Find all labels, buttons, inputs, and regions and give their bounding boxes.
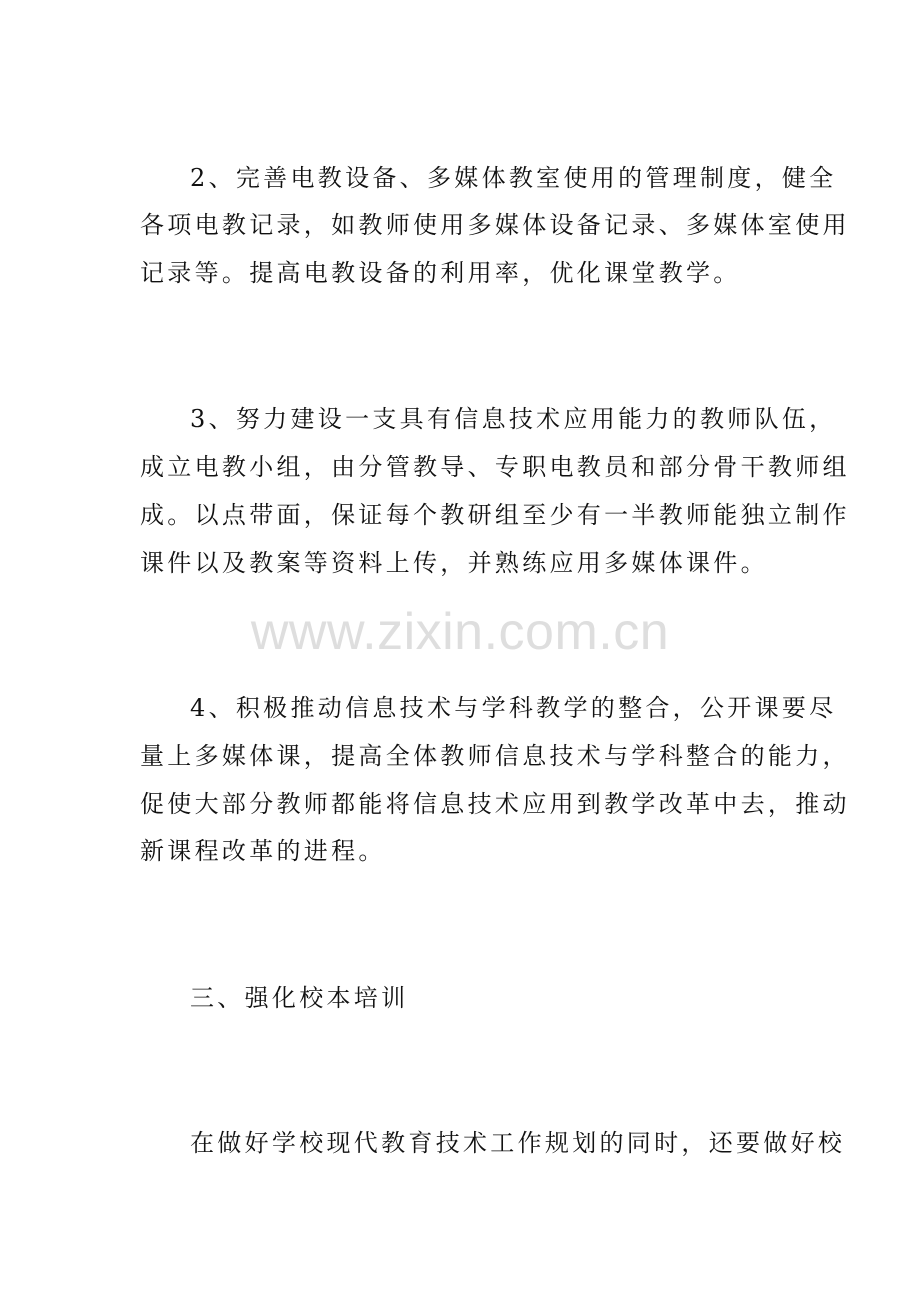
paragraph-3-line-4: 课件以及教案等资料上传，并熟练应用多媒体课件。 [140,549,768,577]
paragraph-5-line-1: 在做好学校现代教育技术工作规划的同时，还要做好校 [190,1129,846,1157]
paragraph-4-line-4: 新课程改革的进程。 [140,837,386,865]
paragraph-4-line-2: 量上多媒体课，提高全体教师信息技术与学科整合的能力， [140,742,850,770]
paragraph-2-line-2: 各项电教记录，如教师使用多媒体设备记录、多媒体室使用 [140,211,850,239]
paragraph-2-line-1: 2、完善电教设备、多媒体教室使用的管理制度，健全 [190,164,837,192]
watermark-text: www.zixin.com.cn [250,603,670,661]
paragraph-3-line-2: 成立电教小组，由分管教导、专职电教员和部分骨干教师组 [140,453,850,481]
paragraph-4-line-1: 4、积极推动信息技术与学科教学的整合，公开课要尽 [190,694,837,722]
section-heading: 三、强化校本培训 [190,984,409,1012]
paragraph-2-line-3: 记录等。提高电教设备的利用率，优化课堂教学。 [140,259,741,287]
paragraph-3-line-1: 3、努力建设一支具有信息技术应用能力的教师队伍， [190,405,837,433]
paragraph-4-line-3: 促使大部分教师都能将信息技术应用到教学改革中去，推动 [140,790,850,818]
paragraph-3-line-3: 成。以点带面，保证每个教研组至少有一半教师能独立制作 [140,501,850,529]
